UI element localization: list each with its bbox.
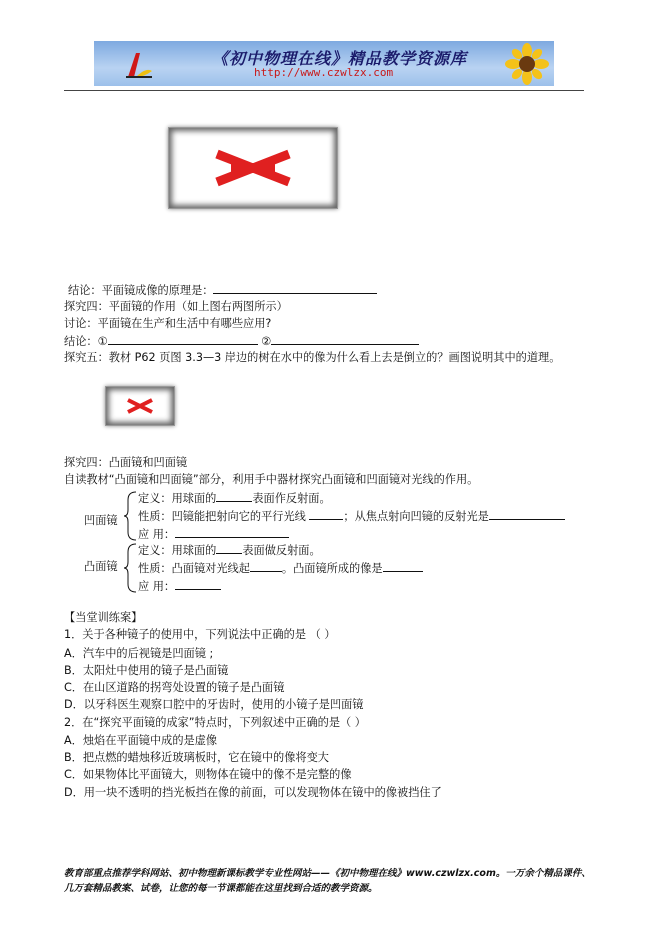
concave-mirror-label: 凹面镜 <box>84 514 118 527</box>
exercise-title: 【当堂训练案】 <box>64 611 143 624</box>
image-placeholder-1 <box>168 127 338 209</box>
blank-field[interactable] <box>309 509 343 520</box>
question-2: 2．在“探究平面镜的成家”特点时，下列叙述中正确的是（ ） <box>64 716 366 729</box>
concave-application: 应 用： <box>138 527 289 542</box>
question-1-option-d: D．以牙科医生观察口腔中的牙齿时，使用的小镜子是凹面镜 <box>64 698 364 711</box>
concave-brace <box>124 490 138 542</box>
header-divider <box>64 90 584 91</box>
conclusion-principle: 结论：平面镜成像的原理是： <box>68 283 377 298</box>
broken-image-x-icon <box>169 128 337 208</box>
convex-brace <box>124 542 138 594</box>
blank-field[interactable] <box>489 509 565 520</box>
reading-instruction: 自读教材“凸面镜和凹面镜”部分，利用手中器材探究凸面镜和凹面镜对光线的作用。 <box>64 473 479 486</box>
question-1-option-c: C．在山区道路的拐弯处设置的镜子是凸面镜 <box>64 681 285 694</box>
convex-application: 应 用： <box>138 579 221 594</box>
blank-field[interactable] <box>175 579 221 590</box>
question-1-option-a: A．汽车中的后视镜是凹面镜 ; <box>64 647 214 660</box>
blank-field[interactable] <box>213 283 377 294</box>
convex-mirror-label: 凸面镜 <box>84 560 118 573</box>
blank-field[interactable] <box>108 334 258 345</box>
blank-field[interactable] <box>216 491 252 502</box>
site-logo-icon <box>122 47 156 81</box>
image-placeholder-2 <box>105 386 175 426</box>
blank-field[interactable] <box>383 561 423 572</box>
footer-line-2: 几万套精品教案、试卷，让您的每一节课都能在这里找到合适的教学资源。 <box>64 883 378 894</box>
blank-field[interactable] <box>216 543 242 554</box>
blank-field[interactable] <box>175 527 289 538</box>
banner-title: 《初中物理在线》精品教学资源库 <box>212 49 468 68</box>
concave-definition: 定义：用球面的 表面作反射面。 <box>138 492 331 505</box>
question-1: 1．关于各种镜子的使用中，下列说法中正确的是 （ ） <box>64 628 336 641</box>
blank-field[interactable] <box>250 561 282 572</box>
discussion-line: 讨论：平面镜在生产和生活中有哪些应用? <box>64 317 272 330</box>
question-2-option-c: C．如果物体比平面镜大，则物体在镜中的像不是完整的像 <box>64 768 352 781</box>
footer-line-1: 教育部重点推荐学科网站、初中物理新课标教学专业性网站——《初中物理在线》www.czwlzx.com。一万余个精品课件、 <box>64 868 591 879</box>
explore-five-heading: 探究五：教材 P62 页图 3.3—3 岸边的树在水中的像为什么看上去是倒立的？画图说明其中的道理。 <box>64 351 561 364</box>
question-1-option-b: B．太阳灶中使用的镜子是凸面镜 <box>64 664 229 677</box>
question-2-option-b: B．把点燃的蜡烛移近玻璃板时，它在镜中的像将变大 <box>64 751 329 764</box>
question-2-option-a: A．烛焰在平面镜中成的是虚像 <box>64 734 218 747</box>
concave-property: 性质：凹镜能把射向它的平行光线 ；从焦点射向凹镜的反射光是 <box>138 509 565 524</box>
banner-url[interactable]: http://www.czwlzx.com <box>254 66 394 79</box>
sunflower-icon <box>504 43 550 85</box>
broken-image-x-icon <box>106 387 174 425</box>
convex-property: 性质：凸面镜对光线起 。凸面镜所成的像是 <box>138 561 423 576</box>
explore-four-heading: 探究四：平面镜的作用（如上图右两图所示） <box>64 300 288 313</box>
blank-field[interactable] <box>271 334 419 345</box>
convex-definition: 定义：用球面的 表面做反射面。 <box>138 544 321 557</box>
question-2-option-d: D．用一块不透明的挡光板挡在像的前面，可以发现物体在镜中的像被挡住了 <box>64 786 442 799</box>
explore-convex-concave-heading: 探究四：凸面镜和凹面镜 <box>64 456 188 469</box>
conclusion-applications: 结论：① ② <box>64 334 419 349</box>
header-banner <box>94 41 554 86</box>
